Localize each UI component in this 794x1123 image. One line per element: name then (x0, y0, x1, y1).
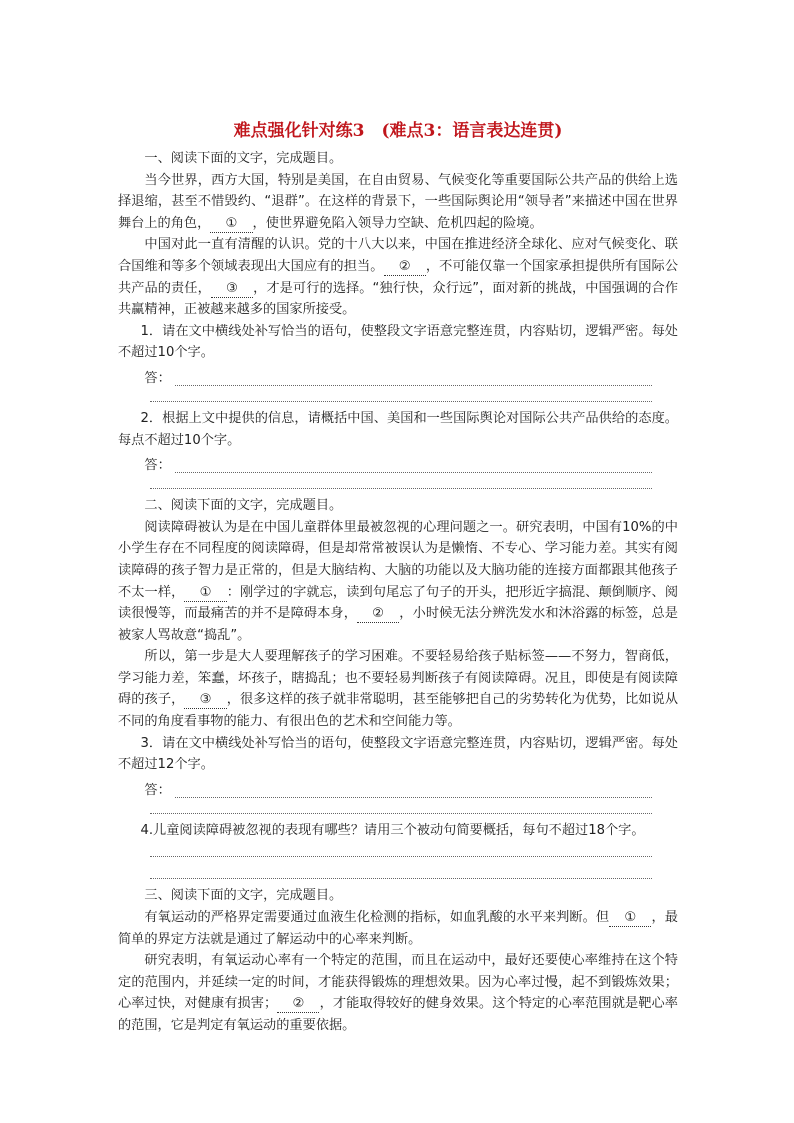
section-3-heading: 三、阅读下面的文字，完成题目。 (144, 888, 343, 904)
blank-2[interactable]: ② (277, 996, 319, 1013)
answer-line-q1-extra[interactable] (150, 386, 652, 408)
page-title: 难点强化针对练3 (难点3：语言表达连贯) (233, 121, 563, 141)
answer-line-q3-extra[interactable] (150, 798, 652, 820)
blank-2[interactable]: ② (357, 606, 399, 623)
answer-line-q2-extra[interactable] (150, 473, 652, 495)
blank-3[interactable]: ③ (184, 692, 226, 709)
answer-label: 答： (144, 370, 171, 386)
section-1-heading: 一、阅读下面的文字，完成题目。 (144, 151, 343, 166)
section-1-paragraph-2: 中国对此一直有清醒的认识。党的十八大以来，中国在推进经济全球化、应对气候变化、联合国维和等多个领域表现出大国应有的担当。 ② ，不可能仅靠一个国家承担提供所有国际公共产品的责任， ③ ，才是可行的选择。“独行快，众行远”，面对新的挑战，中国强调的合作共赢精神，正被越来越多的国家所接受。 (118, 237, 679, 318)
question-2: 2．根据上文中提供的信息，请概括中国、美国和一些国际舆论对国际公共产品供给的态度。每点不超过10个字。 (118, 410, 678, 448)
document-page (118, 118, 678, 1037)
answer-label: 答： (144, 782, 171, 798)
section-2-paragraph-2: 所以，第一步是大人要理解孩子的学习困难。不要轻易给孩子贴标签——不努力，智商低，学习能力差，笨蠢，坏孩子，瞎捣乱；也不要轻易判断孩子有阅读障碍。况且，即使是有阅读障碍的孩子， ③ ，很多这样的孩子就非常聪明，甚至能够把自己的劣势转化为优势，比如说从不同的角度看事物的能力、有很出色的艺术和空间能力等。 (118, 649, 679, 730)
blank-1[interactable]: ① (184, 585, 226, 602)
section-2-heading: 二、阅读下面的文字，完成题目。 (144, 498, 343, 514)
answer-label: 答： (144, 458, 171, 474)
answer-line-q3[interactable] (118, 776, 678, 798)
section-3-paragraph-2: 研究表明，有氧运动心率有一个特定的范围，而且在运动中，最好还要使心率维持在这个特定的范围内，并延续一定的时间，才能获得锻炼的理想效果。因为心率过慢，起不到锻炼效果；心率过快，对健康有损害； ② ，才能取得较好的健身效果。这个特定的心率范围就是靶心率的范围，它是判定有氧运动的重要依据。 (118, 953, 678, 1033)
section-2-paragraph-1: 阅读障碍被认为是在中国儿童群体里最被忽视的心理问题之一。研究表明，中国有10%的中小学生存在不同程度的阅读障碍，但是却常常被误认为是懒惰、不专心、学习能力差。其实有阅读障碍的孩子智力是正常的，但是大脑结构、大脑的功能以及大脑功能的连接方面都跟其他孩子不太一样， ① ：刚学过的字就忘，读到句尾忘了句子的开头，把形近字搞混、颠倒顺序、阅读很慢等，而最痛苦的并不是障碍本身， ② ，小时候无法分辨洗发水和沐浴露的标签，总是被家人骂故意“捣乱”。 (118, 519, 679, 643)
blank-3[interactable]: ③ (211, 281, 253, 298)
section-1-paragraph-1: 当今世界，西方大国，特别是美国，在自由贸易、气候变化等重要国际公共产品的供给上选择退缩，甚至不惜毁约、“退群”。在这样的背景下，一些国际舆论用“领导者”来描述中国在世界舞台上的角色， ① ，使世界避免陷入领导力空缺、危机四起的险境。 (118, 172, 678, 231)
answer-line-q4-1[interactable] (150, 841, 652, 863)
section-3-paragraph-1: 有氧运动的严格界定需要通过血液生化检测的指标，如血乳酸的水平来判断。但 ① ，最简单的界定方法就是通过了解运动中的心率来判断。 (118, 910, 678, 947)
answer-line-q2[interactable] (118, 451, 678, 473)
question-1: 1．请在文中横线处补写恰当的语句，使整段文字语意完整连贯，内容贴切，逻辑严密。每处不超过10个字。 (118, 323, 678, 361)
answer-line-q1[interactable] (118, 364, 678, 386)
blank-1[interactable]: ① (210, 216, 252, 233)
blank-1[interactable]: ① (609, 910, 651, 927)
answer-line-q4-2[interactable] (150, 863, 652, 885)
question-3: 3．请在文中横线处补写恰当的语句，使整段文字语意完整连贯，内容贴切，逻辑严密。每处不超过12个字。 (118, 735, 678, 773)
question-4: 4.儿童阅读障碍被忽视的表现有哪些？请用三个被动句简要概括，每句不超过18个字。 (140, 822, 645, 838)
blank-2[interactable]: ② (384, 259, 426, 276)
